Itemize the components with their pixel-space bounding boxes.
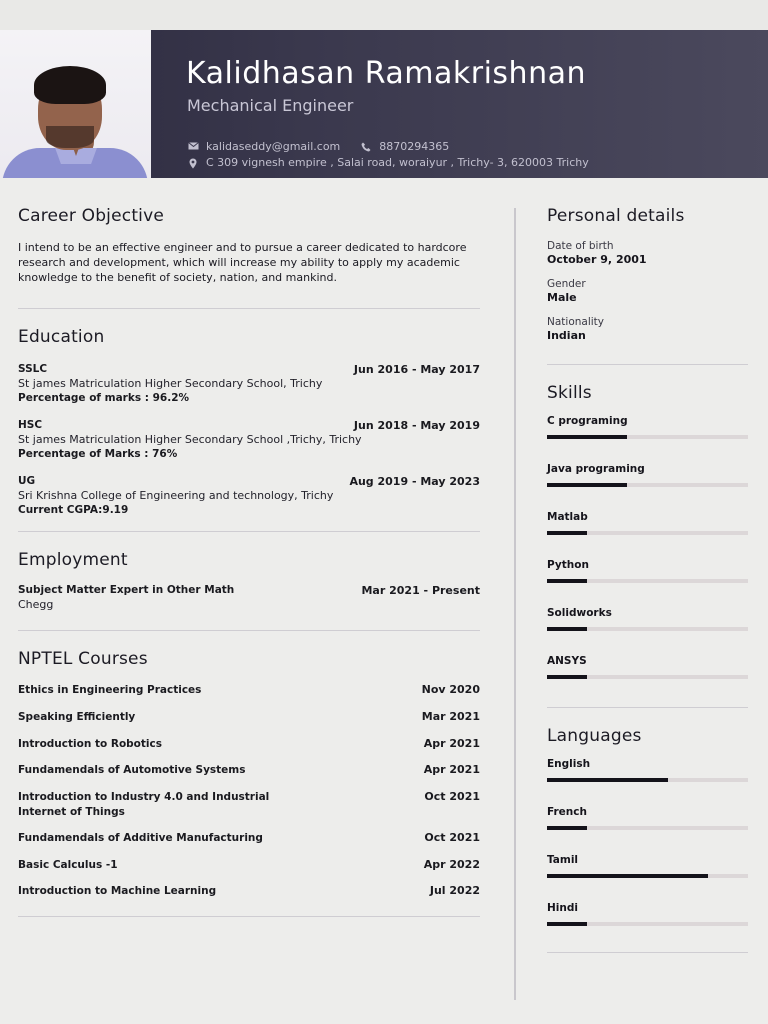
course-date: Apr 2021 <box>423 763 480 776</box>
language-name: English <box>547 758 591 770</box>
nptel-title: NPTEL Courses <box>18 649 148 669</box>
top-margin <box>0 0 768 30</box>
course-name: Fundamendals of Automotive Systems <box>18 764 246 776</box>
personal-details-title: Personal details <box>547 206 685 226</box>
languages-title: Languages <box>547 726 642 746</box>
education-degree: SSLC <box>18 363 48 375</box>
divider <box>18 630 480 631</box>
language-level-bar <box>547 874 748 878</box>
education-item <box>18 419 480 475</box>
education-item <box>18 475 480 531</box>
phone-icon <box>360 142 372 152</box>
nationality-value: Indian <box>547 329 586 342</box>
language-level-fill <box>547 826 587 830</box>
language-level-fill <box>547 874 708 878</box>
language-level-bar <box>547 778 748 782</box>
divider <box>18 308 480 309</box>
course-date: Apr 2021 <box>423 737 480 750</box>
skill-name: Java programing <box>547 463 645 475</box>
employment-company: Chegg <box>18 598 54 611</box>
skill-level-fill <box>547 675 587 679</box>
skill-item <box>547 415 748 439</box>
employment-title: Employment <box>18 550 128 570</box>
skill-level-bar <box>547 627 748 631</box>
skill-item <box>547 463 748 487</box>
gender-value: Male <box>547 291 577 304</box>
profile-photo <box>0 30 151 178</box>
education-degree: UG <box>18 475 36 487</box>
employment-dates: Mar 2021 - Present <box>361 584 480 597</box>
education-school: St james Matriculation Higher Secondary School, Trichy <box>18 377 323 390</box>
education-school: St james Matriculation Higher Secondary School ,Trichy, Trichy <box>18 433 362 446</box>
contact-row <box>187 140 449 153</box>
course-date: Apr 2022 <box>423 858 480 871</box>
candidate-name: Kalidhasan Ramakrishnan <box>186 56 586 91</box>
skill-name: Matlab <box>547 511 588 523</box>
skill-name: Python <box>547 559 589 571</box>
skills-list <box>547 415 748 679</box>
nptel-list <box>18 683 480 914</box>
skill-level-bar <box>547 675 748 679</box>
course-date: Jul 2022 <box>429 884 480 897</box>
education-score: Current CGPA:9.19 <box>18 504 129 516</box>
language-name: Hindi <box>547 902 578 914</box>
language-name: French <box>547 806 587 818</box>
skill-item <box>547 559 748 583</box>
address-row <box>187 156 589 169</box>
skill-name: ANSYS <box>547 655 587 667</box>
skill-name: Solidworks <box>547 607 612 619</box>
education-title: Education <box>18 327 105 347</box>
gender-label: Gender <box>547 278 586 290</box>
employment-item <box>18 584 480 630</box>
career-objective-title: Career Objective <box>18 206 165 226</box>
course-item <box>18 737 480 763</box>
skill-item <box>547 655 748 679</box>
skill-name: C programing <box>547 415 628 427</box>
skill-level-fill <box>547 627 587 631</box>
divider <box>547 364 748 365</box>
course-name: Basic Calculus -1 <box>18 859 118 871</box>
course-name: Introduction to Industry 4.0 and Industrial Internet of Things <box>18 791 270 818</box>
course-name: Fundamendals of Additive Manufacturing <box>18 832 263 844</box>
course-item <box>18 710 480 737</box>
skill-level-bar <box>547 483 748 487</box>
education-dates: Aug 2019 - May 2023 <box>349 475 480 488</box>
location-pin-icon <box>187 158 199 168</box>
skill-level-fill <box>547 531 587 535</box>
skill-level-bar <box>547 579 748 583</box>
course-item <box>18 790 480 831</box>
language-level-fill <box>547 922 587 926</box>
language-item <box>547 758 748 782</box>
language-level-bar <box>547 922 748 926</box>
address-text: C 309 vignesh empire , Salai road, woraiyur , Trichy- 3, 620003 Trichy <box>206 156 589 169</box>
education-dates: Jun 2018 - May 2019 <box>353 419 480 432</box>
course-date: Oct 2021 <box>424 831 480 844</box>
divider <box>547 952 748 953</box>
education-degree: HSC <box>18 419 43 431</box>
course-item <box>18 763 480 790</box>
language-name: Tamil <box>547 854 579 866</box>
main-column <box>18 206 480 917</box>
education-school: Sri Krishna College of Engineering and technology, Trichy <box>18 489 334 502</box>
course-name: Introduction to Machine Learning <box>18 885 217 897</box>
course-name: Introduction to Robotics <box>18 738 162 750</box>
education-score: Percentage of marks : 96.2% <box>18 392 190 404</box>
skill-level-bar <box>547 435 748 439</box>
language-level-bar <box>547 826 748 830</box>
dob-label: Date of birth <box>547 240 614 252</box>
course-date: Nov 2020 <box>421 683 480 696</box>
education-score: Percentage of Marks : 76% <box>18 448 178 460</box>
education-item <box>18 363 480 419</box>
column-divider <box>514 208 516 1000</box>
skill-level-fill <box>547 483 627 487</box>
career-objective-text: I intend to be an effective engineer and to pursue a career dedicated to hardcore research and development, which will increase my ability to apply my academic knowledge to the benefit of society, nation, and mankind. <box>18 241 467 284</box>
job-title: Mechanical Engineer <box>187 96 354 115</box>
course-item <box>18 831 480 858</box>
course-date: Mar 2021 <box>421 710 480 723</box>
languages-list <box>547 758 748 926</box>
skills-title: Skills <box>547 383 592 403</box>
education-dates: Jun 2016 - May 2017 <box>353 363 480 376</box>
course-name: Ethics in Engineering Practices <box>18 684 202 696</box>
language-item <box>547 806 748 830</box>
nationality-label: Nationality <box>547 316 605 328</box>
employment-role: Subject Matter Expert in Other Math <box>18 584 235 596</box>
skill-level-bar <box>547 531 748 535</box>
skill-item <box>547 511 748 535</box>
language-item <box>547 902 748 926</box>
dob-value: October 9, 2001 <box>547 253 647 266</box>
side-column <box>547 206 748 953</box>
skill-level-fill <box>547 579 587 583</box>
mail-icon <box>187 142 199 152</box>
course-date: Oct 2021 <box>424 790 480 803</box>
divider <box>547 707 748 708</box>
education-list <box>18 363 480 531</box>
course-name: Speaking Efficiently <box>18 711 136 723</box>
course-item <box>18 884 480 914</box>
phone-number[interactable]: 8870294365 <box>379 140 450 153</box>
skill-item <box>547 607 748 631</box>
skill-level-fill <box>547 435 627 439</box>
divider <box>18 916 480 917</box>
email-link[interactable]: kalidaseddy@gmail.com <box>206 140 341 153</box>
language-level-fill <box>547 778 668 782</box>
language-item <box>547 854 748 878</box>
course-item <box>18 683 480 710</box>
course-item <box>18 858 480 884</box>
divider <box>18 531 480 532</box>
personal-details <box>547 240 748 342</box>
